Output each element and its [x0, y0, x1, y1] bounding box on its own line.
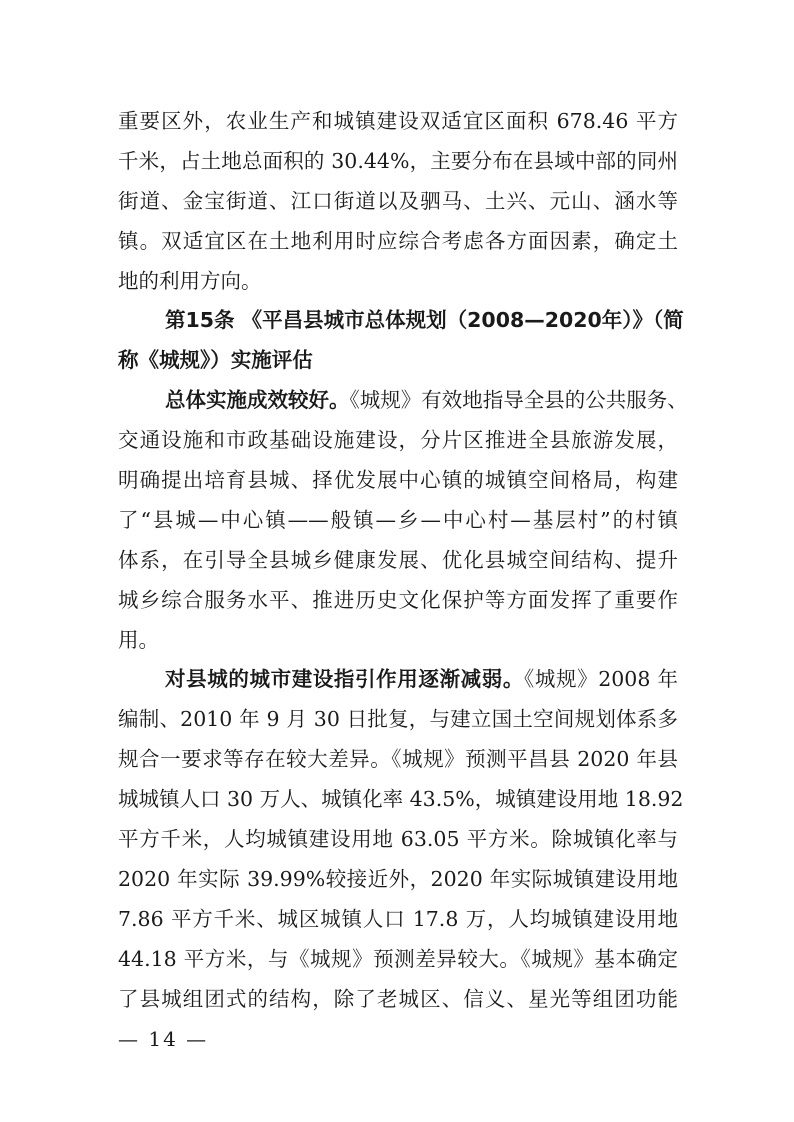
text-line: 交通设施和市政基础设施建设，分片区推进全县旅游发展，	[118, 428, 678, 453]
text-line: 44.18 平方米，与《城规》预测差异较大。《城规》基本确定	[118, 946, 678, 971]
paragraph-guidance-weakening	[118, 660, 684, 1019]
text-line: 街道、金宝街道、江口街道以及驷马、土兴、元山、涵水等	[118, 188, 678, 213]
paragraph-overall-effect	[118, 381, 688, 660]
section-heading	[118, 301, 684, 381]
text-line: 地的利用方向。	[118, 268, 262, 293]
heading-line: 第15条 《平昌县城市总体规划（2008—2020年）》（简	[165, 308, 684, 333]
text-line	[118, 381, 688, 421]
text-line: 2020 年实际 39.99%较接近外，2020 年实际城镇建设用地	[118, 866, 678, 891]
document-body	[118, 102, 688, 1019]
text-line: 编制、2010 年 9 月 30 日批复，与建立国土空间规划体系多	[118, 707, 678, 732]
text-line: 了“县城—中心镇——般镇—乡—中心村—基层村”的村镇	[118, 507, 678, 532]
text-line: 平方千米，人均城镇建设用地 63.05 平方米。除城镇化率与	[118, 827, 678, 852]
text-line: 城城镇人口 30 万人、城镇化率 43.5%，城镇建设用地 18.92	[118, 787, 684, 812]
text-line: 镇。双适宜区在土地利用时应综合考虑各方面因素，确定土	[118, 228, 678, 253]
text-span: 《城规》有效地指导全县的公共服务、	[349, 388, 688, 413]
text-line: 城乡综合服务水平、推进历史文化保护等方面发挥了重要作	[118, 587, 678, 612]
text-line: 7.86 平方千米、城区城镇人口 17.8 万，人均城镇建设用地	[118, 906, 678, 931]
text-line: 体系，在引导全县城乡健康发展、优化县城空间结构、提升	[118, 547, 678, 572]
text-line: 规合一要求等存在较大差异。《城规》预测平昌县 2020 年县	[118, 747, 678, 772]
heading-line: 称《城规》）实施评估	[118, 348, 313, 373]
paragraph-suitable-area	[118, 102, 678, 301]
text-line: 用。	[118, 627, 159, 652]
text-line: 明确提出培育县城、择优发展中心镇的城镇空间格局，构建	[118, 468, 678, 493]
text-span: 《城规》2008 年	[523, 667, 679, 692]
text-line: 重要区外，农业生产和城镇建设双适宜区面积 678.46 平方	[118, 109, 678, 133]
paragraph-lead: 总体实施成效较好。	[165, 388, 350, 413]
text-line	[118, 660, 678, 700]
page-number: — 14 —	[118, 1027, 209, 1051]
paragraph-lead: 对县城的城市建设指引作用逐渐减弱。	[165, 667, 524, 692]
text-line: 千米，占土地总面积的 30.44%，主要分布在县域中部的同州	[118, 148, 678, 173]
text-line: 了县城组团式的结构，除了老城区、信义、星光等组团功能	[118, 986, 678, 1011]
